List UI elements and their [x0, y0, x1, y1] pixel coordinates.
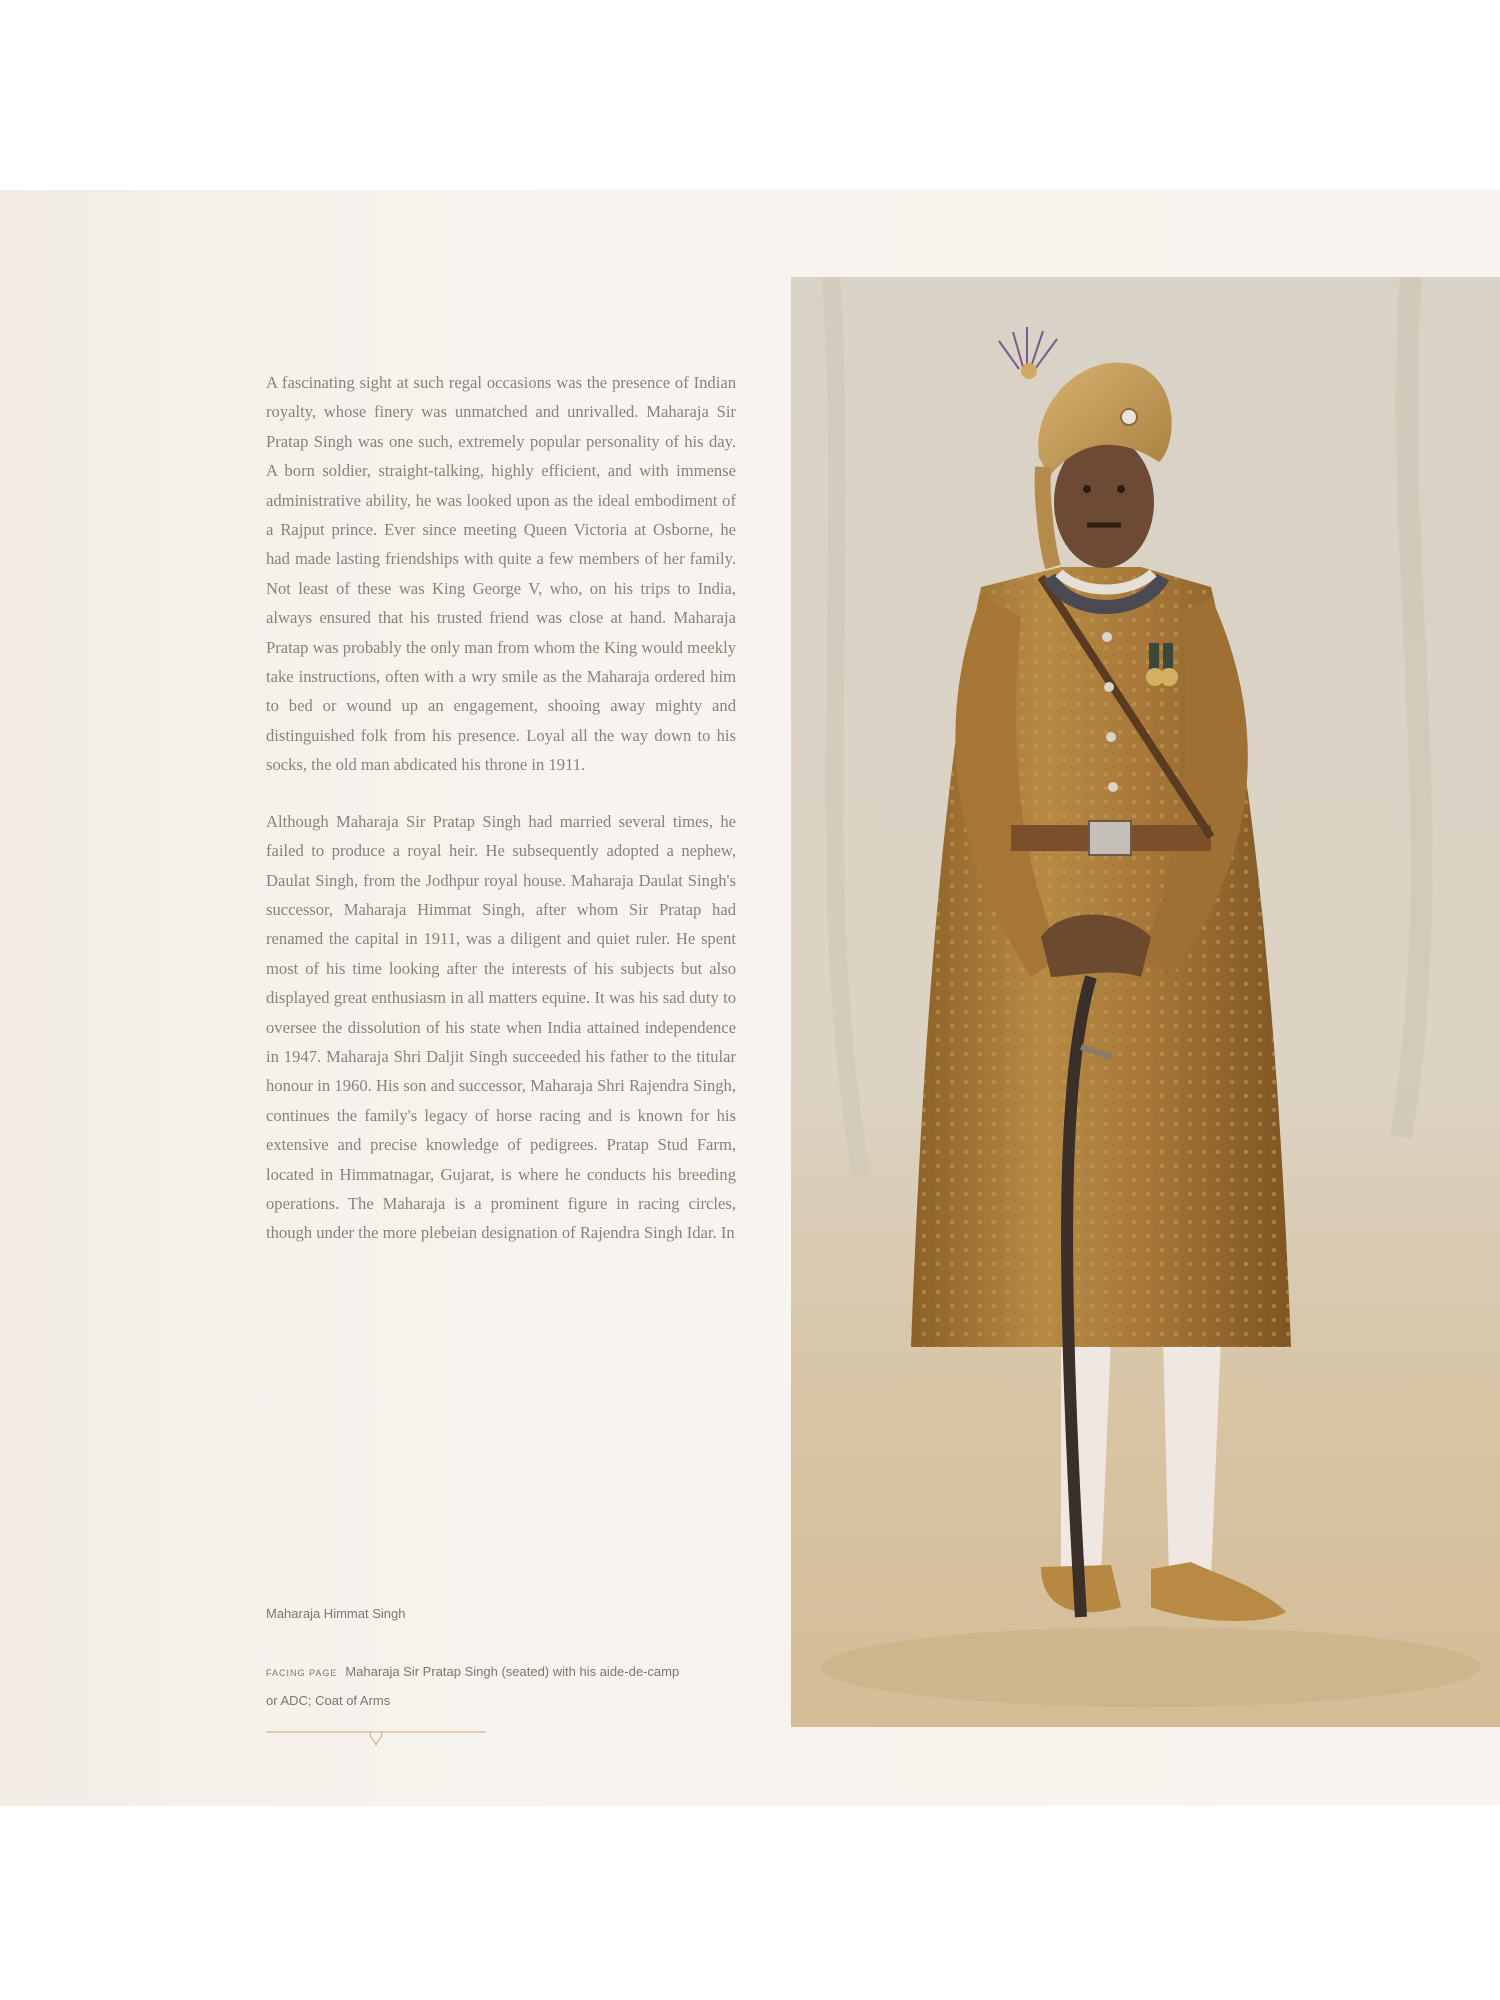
portrait-caption: Maharaja Himmat Singh — [266, 1606, 406, 1621]
body-paragraph-1: A fascinating sight at such regal occasions was the presence of Indian royalty, whose finery was unmatched and unrivalled. Maharaja Sir Pratap Singh was one such, extremely popular personality of his day. A born soldier, straight-talking, highly efficient, and with immense administrative ability, he was looked upon as the ideal embodiment of a Rajput prince. Ever since meeting Queen Victoria at Osborne, he had made lasting friendships with quite a few members of her family. Not least of these was King George V, who, on his trips to India, always ensured that his trusted friend was close at hand. Maharaja Pratap was probably the only man from whom the King would meekly take instructions, often with a wry smile as the Maharaja ordered him to bed or wound up an engagement, shooing away mighty and distinguished folk from his presence. Loyal all the way down to his socks, the old man abdicated his throne in 1911. — [266, 373, 736, 775]
body-paragraph-2: Although Maharaja Sir Pratap Singh had married several times, he failed to produce a royal heir. He subsequently adopted a nephew, Daulat Singh, from the Jodhpur royal house. Maharaja Daulat Singh's successor, Maharaja Himmat Singh, after whom Sir Pratap had renamed the capital in 1911, was a diligent and quiet ruler. He spent most of his time looking after the interests of his subjects but also displayed great enthusiasm in all matters equine. It was his sad duty to oversee the dissolution of his state when India attained independence in 1947. Maharaja Shri Daljit Singh succeeded his father to the titular honour in 1960. His son and successor, Maharaja Shri Rajendra Singh, continues the family's legacy of horse racing and is known for his extensive and precise knowledge of pedigrees. Pratap Stud Farm, located in Himmatnagar, Gujarat, is where he conducts his breeding operations. The Maharaja is a prominent figure in racing circles, though under the more plebeian designation of Rajendra Singh Idar. In — [266, 811, 736, 1243]
book-page — [0, 190, 1500, 1806]
maharaja-portrait-illustration — [791, 277, 1500, 1727]
body-text-column — [266, 368, 736, 1275]
facing-page-label: FACING PAGE — [266, 1668, 338, 1678]
portrait-plate — [791, 277, 1500, 1727]
facing-page-caption — [266, 1658, 686, 1715]
ornament-divider-icon — [266, 1729, 486, 1747]
facing-page-text: Maharaja Sir Pratap Singh (seated) with his aide-de-camp or ADC; Coat of Arms — [266, 1664, 680, 1708]
